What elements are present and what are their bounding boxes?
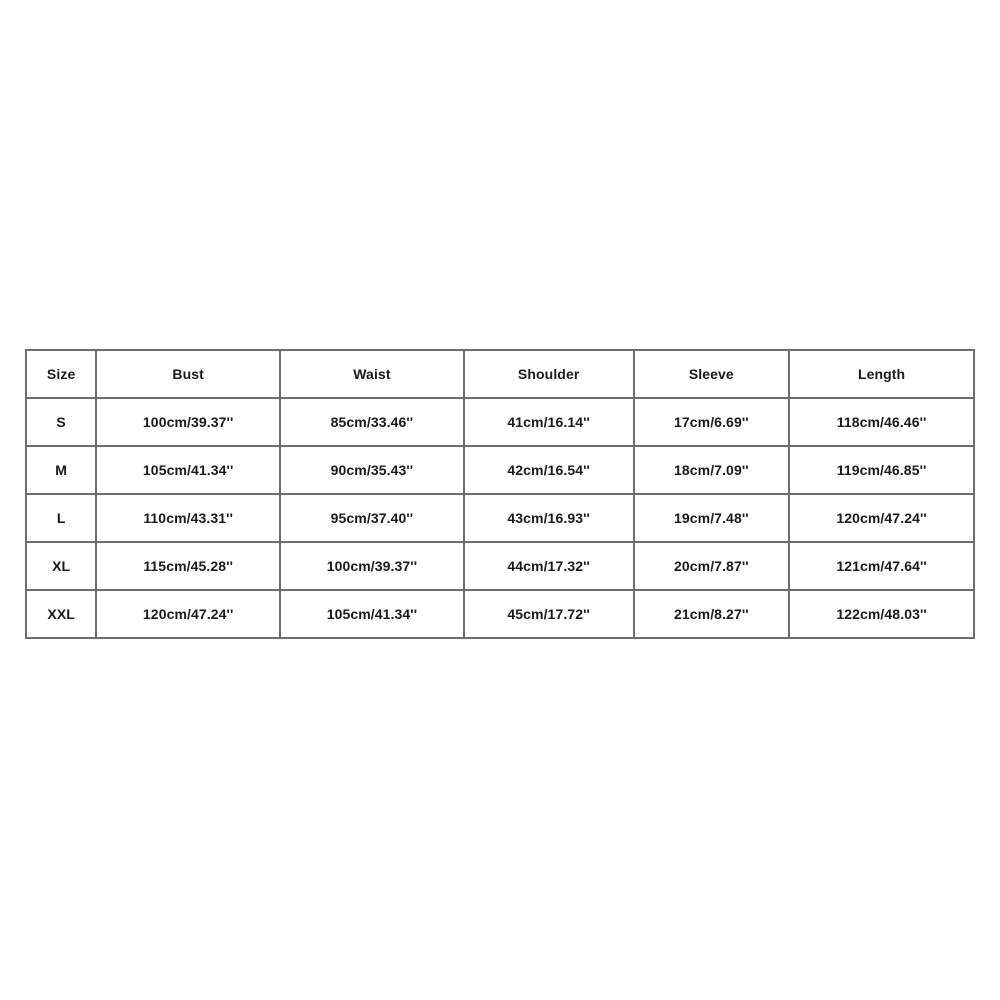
cell-waist: 100cm/39.37'' xyxy=(280,542,464,590)
cell-shoulder: 43cm/16.93'' xyxy=(464,494,634,542)
table-row xyxy=(26,446,974,494)
cell-length: 118cm/46.46'' xyxy=(789,398,974,446)
cell-bust: 105cm/41.34'' xyxy=(96,446,280,494)
cell-sleeve: 19cm/7.48'' xyxy=(634,494,790,542)
cell-size: M xyxy=(26,446,96,494)
header-length: Length xyxy=(789,350,974,398)
cell-shoulder: 42cm/16.54'' xyxy=(464,446,634,494)
header-size: Size xyxy=(26,350,96,398)
cell-sleeve: 20cm/7.87'' xyxy=(634,542,790,590)
cell-sleeve: 18cm/7.09'' xyxy=(634,446,790,494)
cell-sleeve: 17cm/6.69'' xyxy=(634,398,790,446)
header-sleeve: Sleeve xyxy=(634,350,790,398)
cell-size: L xyxy=(26,494,96,542)
cell-size: XXL xyxy=(26,590,96,638)
cell-shoulder: 45cm/17.72'' xyxy=(464,590,634,638)
table-row xyxy=(26,542,974,590)
cell-bust: 100cm/39.37'' xyxy=(96,398,280,446)
header-bust: Bust xyxy=(96,350,280,398)
cell-sleeve: 21cm/8.27'' xyxy=(634,590,790,638)
cell-length: 121cm/47.64'' xyxy=(789,542,974,590)
cell-bust: 110cm/43.31'' xyxy=(96,494,280,542)
header-shoulder: Shoulder xyxy=(464,350,634,398)
cell-length: 122cm/48.03'' xyxy=(789,590,974,638)
cell-bust: 120cm/47.24'' xyxy=(96,590,280,638)
cell-bust: 115cm/45.28'' xyxy=(96,542,280,590)
cell-length: 119cm/46.85'' xyxy=(789,446,974,494)
table-row xyxy=(26,590,974,638)
cell-size: XL xyxy=(26,542,96,590)
cell-shoulder: 44cm/17.32'' xyxy=(464,542,634,590)
cell-shoulder: 41cm/16.14'' xyxy=(464,398,634,446)
table-row xyxy=(26,398,974,446)
cell-length: 120cm/47.24'' xyxy=(789,494,974,542)
cell-size: S xyxy=(26,398,96,446)
header-waist: Waist xyxy=(280,350,464,398)
size-chart-table xyxy=(25,349,975,639)
table-header-row xyxy=(26,350,974,398)
cell-waist: 95cm/37.40'' xyxy=(280,494,464,542)
table-row xyxy=(26,494,974,542)
cell-waist: 105cm/41.34'' xyxy=(280,590,464,638)
cell-waist: 90cm/35.43'' xyxy=(280,446,464,494)
cell-waist: 85cm/33.46'' xyxy=(280,398,464,446)
